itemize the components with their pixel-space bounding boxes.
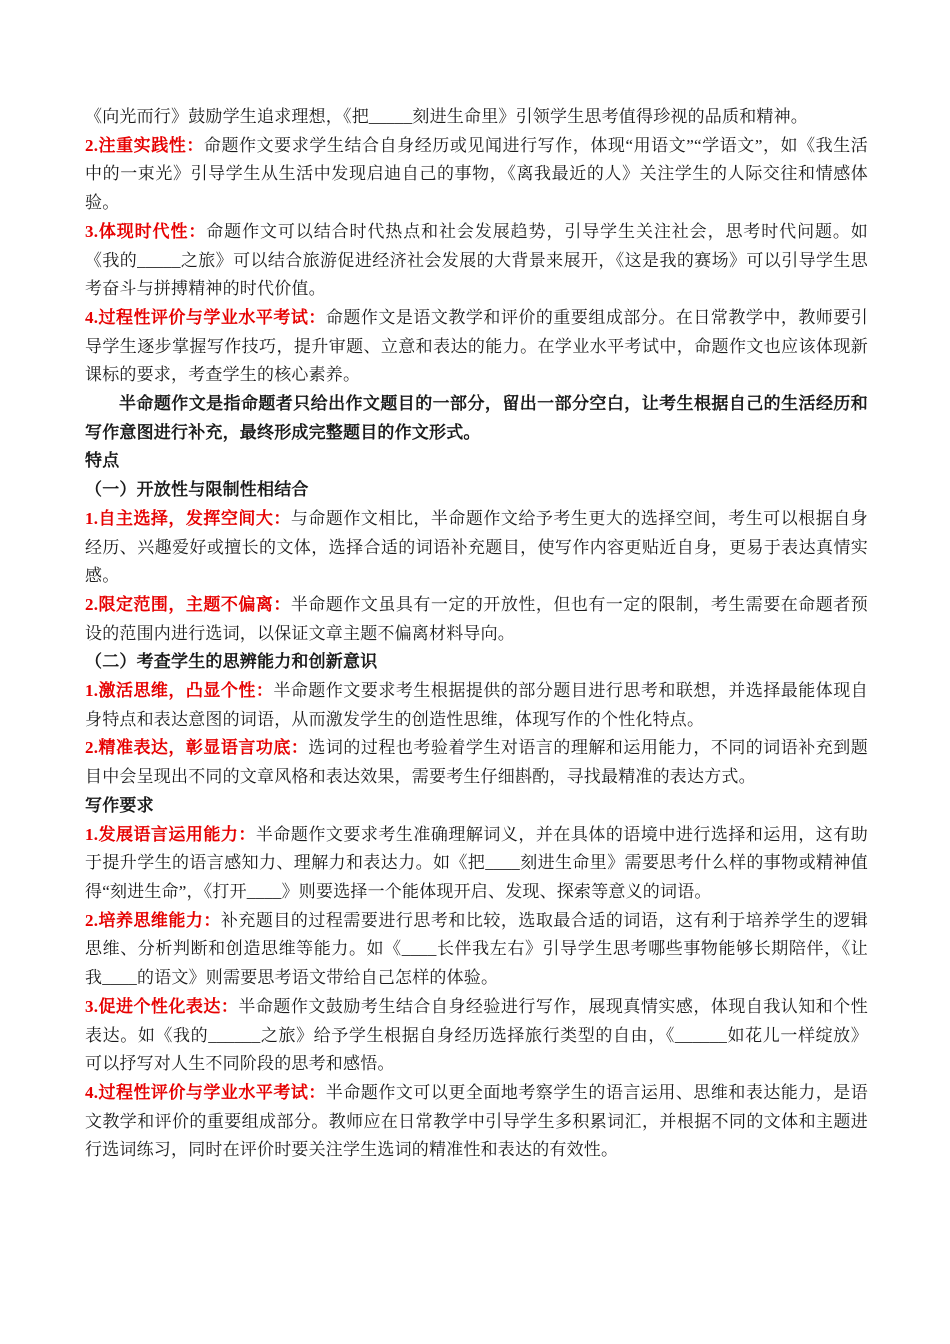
section-heading: （二）考查学生的思辨能力和创新意识 — [85, 652, 378, 672]
paragraph-lead: 1.自主选择，发挥空间大： — [85, 508, 291, 528]
section-heading: 特点 — [85, 451, 120, 471]
paragraph: 《向光而行》鼓励学生追求理想，《把_____刻进生命里》引领学生思考值得珍视的品质和精神。 — [85, 107, 808, 126]
paragraph: 4.过程性评价与学业水平考试：半命题作文可以更全面地考察学生的语言运用、思维和表达能力，是语文教学和评价的重要组成部分。教师应在日常教学中引导学生多积累词汇，并根据不同的文体和主题进行选词练习，同时在评价时要关注学生选词的精准性和表达的有效性。 — [85, 1082, 869, 1160]
paragraph-lead: 3.促进个性化表达： — [85, 996, 239, 1016]
paragraph-lead: 2.培养思维能力： — [85, 910, 221, 930]
paragraph: 2.注重实践性：命题作文要求学生结合自身经历或见闻进行写作，体现“用语文”“学语文”，如《我生活中的一束光》引导学生从生活中发现启迪自己的事物，《离我最近的人》关注学生的人际交往和情感体验。 — [85, 135, 868, 213]
paragraph: 3.促进个性化表达：半命题作文鼓励考生结合自身经验进行写作，展现真情实感，体现自我认知和个性表达。如《我的______之旅》给予学生根据自身经历选择旅行类型的自由，《______如花儿一样绽放》可以抒写对人生不同阶段的思考和感悟。 — [85, 996, 868, 1074]
paragraph-lead: 4.过程性评价与学业水平考试： — [85, 1082, 326, 1102]
paragraph-lead: 2.限定范围，主题不偏离： — [85, 594, 291, 614]
paragraph: 半命题作文是指命题者只给出作文题目的一部分，留出一部分空白，让考生根据自己的生活经历和写作意图进行补充，最终形成完整题目的作文形式。 — [85, 394, 868, 442]
section-heading: 写作要求 — [85, 795, 154, 815]
paragraph: 1.发展语言运用能力：半命题作文要求考生准确理解词义，并在具体的语境中进行选择和运用，这有助于提升学生的语言感知力、理解力和表达力。如《把____刻进生命里》需要思考什么样的事物或精神值得“刻进生命”，《打开____》则要选择一个能体现开启、发现、探索等意义的词语。 — [85, 824, 869, 901]
paragraph-lead: 2.精准表达，彰显语言功底： — [85, 738, 309, 758]
document-content — [85, 103, 868, 1165]
paragraph: 3.体现时代性：命题作文可以结合时代热点和社会发展趋势，引导学生关注社会，思考时代问题。如《我的_____之旅》可以结合旅游促进经济社会发展的大背景来展开，《这是我的赛场》可以引导学生思考奋斗与拼搏精神的时代价值。 — [85, 221, 868, 299]
section-heading: （一）开放性与限制性相结合 — [85, 480, 309, 500]
paragraph: 2.精准表达，彰显语言功底：选词的过程也考验着学生对语言的理解和运用能力，不同的词语补充到题目中会呈现出不同的文章风格和表达效果，需要考生仔细斟酌，寻找最精准的表达方式。 — [85, 738, 868, 787]
paragraph-lead: 4.过程性评价与学业水平考试： — [85, 307, 326, 327]
paragraph: 2.限定范围，主题不偏离：半命题作文虽具有一定的开放性，但也有一定的限制，考生需要在命题者预设的范围内进行选词，以保证文章主题不偏离材料导向。 — [85, 594, 868, 643]
paragraph-lead: 2.注重实践性： — [85, 135, 204, 155]
paragraph: 2.培养思维能力：补充题目的过程需要进行思考和比较，选取最合适的词语，这有利于培养学生的逻辑思维、分析判断和创造思维等能力。如《____长伴我左右》引导学生思考哪些事物能够长期陪伴，《让我____的语文》则需要思考语文带给自己怎样的体验。 — [85, 910, 868, 988]
paragraph-lead: 1.激活思维，凸显个性： — [85, 681, 274, 701]
paragraph: 1.自主选择，发挥空间大：与命题作文相比，半命题作文给予考生更大的选择空间，考生可以根据自身经历、兴趣爱好或擅长的文体，选择合适的词语补充题目，使写作内容更贴近自身，更易于表达真情实感。 — [85, 508, 868, 586]
paragraph: 1.激活思维，凸显个性：半命题作文要求考生根据提供的部分题目进行思考和联想，并选择最能体现自身特点和表达意图的词语，从而激发学生的创造性思维，体现写作的个性化特点。 — [85, 681, 868, 729]
paragraph-lead: 1.发展语言运用能力： — [85, 824, 256, 844]
paragraph-lead: 3.体现时代性： — [85, 221, 207, 241]
paragraph: 4.过程性评价与学业水平考试：命题作文是语文教学和评价的重要组成部分。在日常教学中，教师要引导学生逐步掌握写作技巧，提升审题、立意和表达的能力。在学业水平考试中，命题作文也应该体现新课标的要求，考查学生的核心素养。 — [85, 307, 869, 385]
